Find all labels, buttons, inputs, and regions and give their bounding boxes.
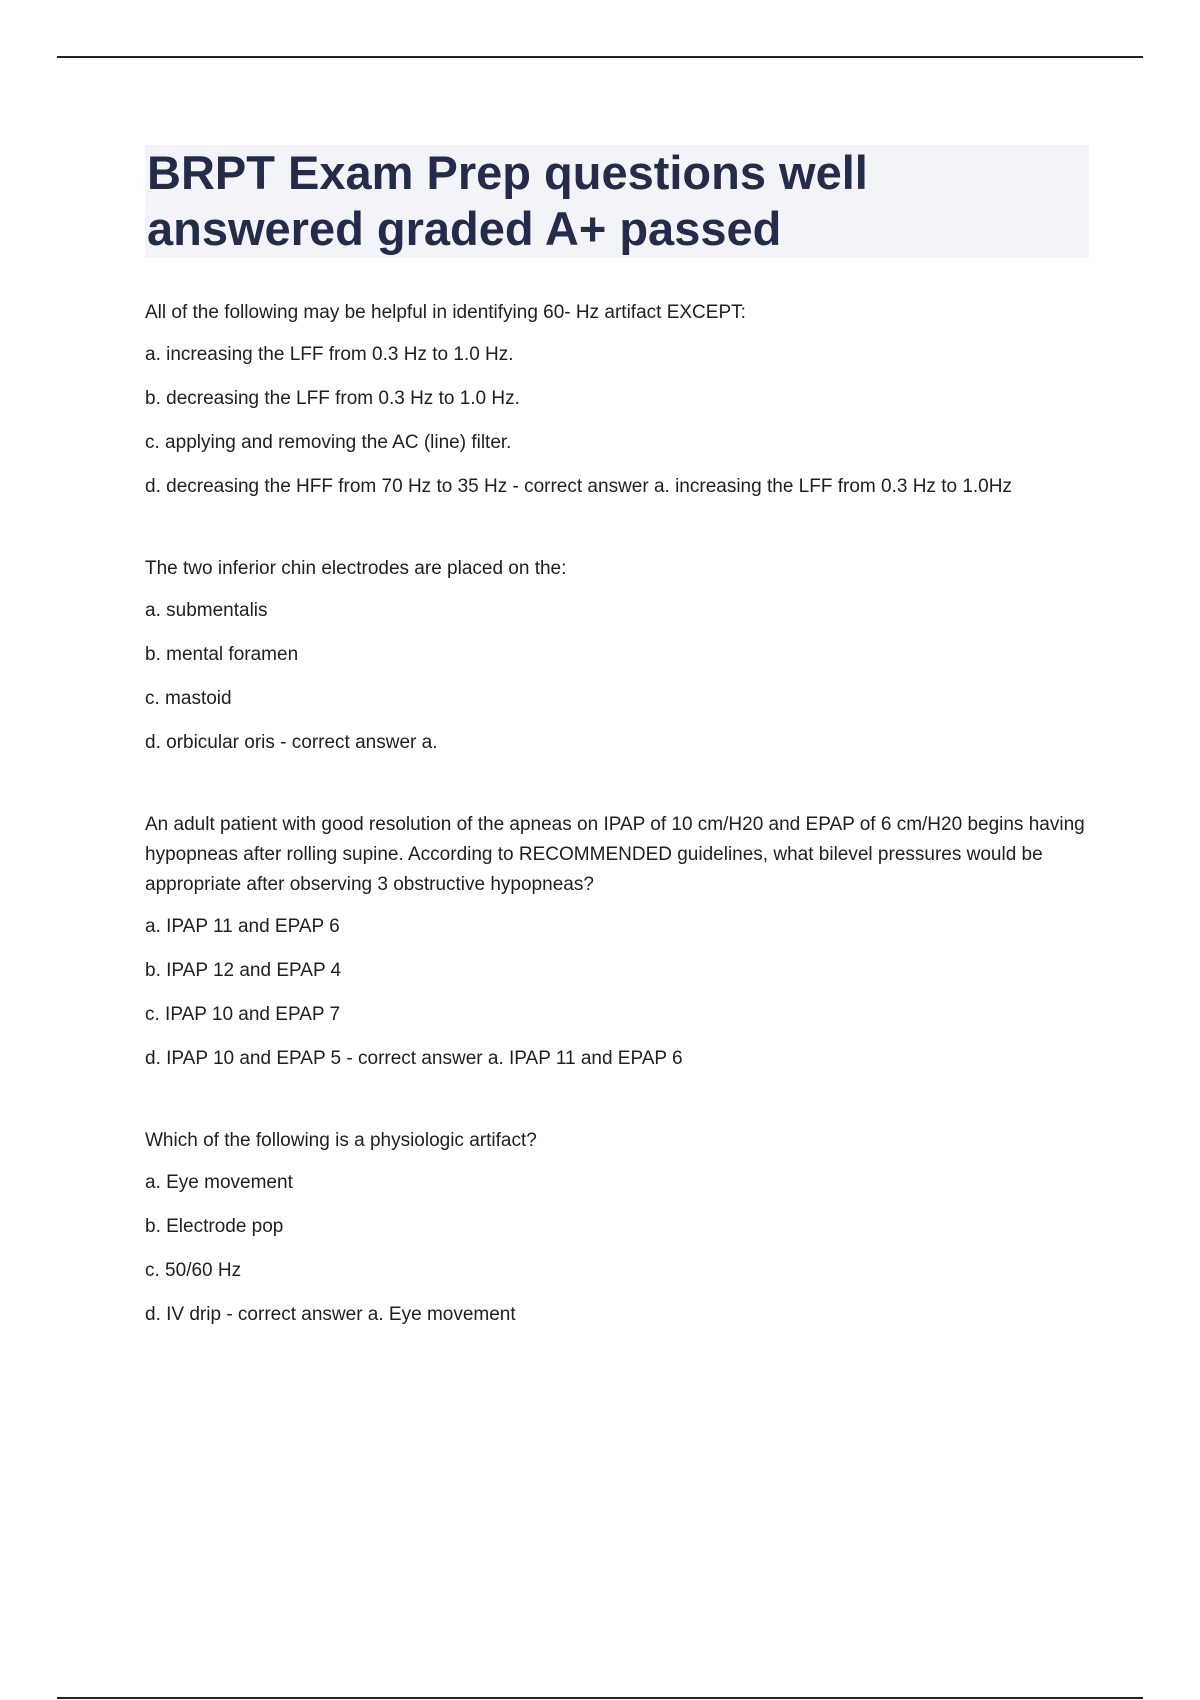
answer-option-a: a. Eye movement [145, 1172, 293, 1193]
answer-option-a: a. submentalis [145, 600, 268, 621]
top-rule [57, 56, 1143, 58]
answer-option-a: a. increasing the LFF from 0.3 Hz to 1.0 Hz. [145, 344, 514, 365]
answer-option-d: d. IPAP 10 and EPAP 5 - correct answer a. IPAP 11 and EPAP 6 [145, 1048, 683, 1069]
question-stem: All of the following may be helpful in identifying 60- Hz artifact EXCEPT: [145, 302, 746, 323]
answer-option-d: d. IV drip - correct answer a. Eye movement [145, 1304, 516, 1325]
answer-option-c: c. IPAP 10 and EPAP 7 [145, 1004, 341, 1025]
answer-option-b: b. mental foramen [145, 644, 299, 665]
bottom-rule [57, 1697, 1143, 1699]
question-1 [145, 298, 1089, 502]
question-4 [145, 1126, 1089, 1330]
document-title: BRPT Exam Prep questions well answered graded A+ passed [147, 146, 868, 255]
answer-option-d: d. orbicular oris - correct answer a. [145, 732, 438, 753]
answer-option-c: c. 50/60 Hz [145, 1260, 242, 1281]
question-2 [145, 554, 1089, 758]
answer-option-b: b. IPAP 12 and EPAP 4 [145, 960, 342, 981]
question-3 [145, 810, 1089, 1074]
question-stem: The two inferior chin electrodes are placed on the: [145, 558, 567, 579]
answer-option-d: d. decreasing the HFF from 70 Hz to 35 Hz - correct answer a. increasing the LFF from 0.3 Hz to 1.0Hz [145, 476, 1012, 497]
answer-option-c: c. applying and removing the AC (line) filter. [145, 432, 512, 453]
title-banner [145, 145, 1089, 258]
question-stem: An adult patient with good resolution of the apneas on IPAP of 10 cm/H20 and EPAP of 6 cm/H20 begins having hypopneas after rolling supine. According to RECOMMENDED guidelines, what bilevel pressures would be appropriate after observing 3 obstructive hypopneas? [145, 814, 1085, 895]
question-list [145, 298, 1089, 1382]
question-stem: Which of the following is a physiologic artifact? [145, 1130, 537, 1151]
answer-option-c: c. mastoid [145, 688, 232, 709]
answer-option-b: b. Electrode pop [145, 1216, 284, 1237]
answer-option-b: b. decreasing the LFF from 0.3 Hz to 1.0 Hz. [145, 388, 520, 409]
answer-option-a: a. IPAP 11 and EPAP 6 [145, 916, 340, 937]
